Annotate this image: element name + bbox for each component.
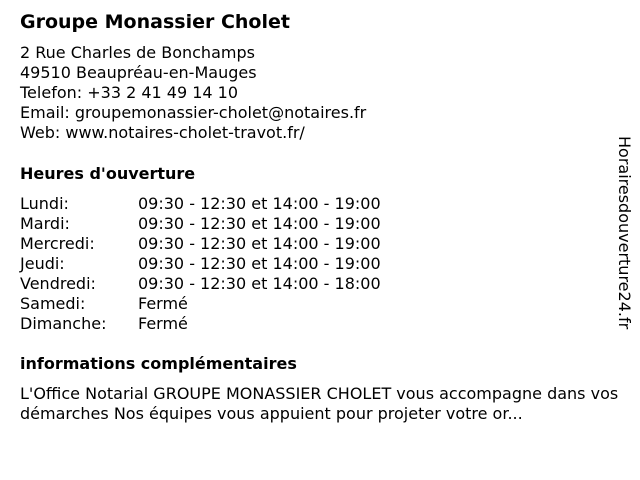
address-street: 2 Rue Charles de Bonchamps (20, 43, 255, 62)
hours-time: Fermé (138, 294, 188, 313)
business-name: Groupe Monassier Cholet (20, 11, 290, 33)
hours-day: Jeudi: (20, 254, 65, 273)
hours-time: 09:30 - 12:30 et 14:00 - 19:00 (138, 194, 381, 213)
contact-details (20, 43, 366, 143)
hours-time: 09:30 - 12:30 et 14:00 - 19:00 (138, 234, 381, 253)
hours-time: 09:30 - 12:30 et 14:00 - 18:00 (138, 274, 381, 293)
hours-day: Mardi: (20, 214, 70, 233)
opening-hours-heading: Heures d'ouverture (20, 164, 196, 183)
hours-day: Samedi: (20, 294, 86, 313)
hours-day: Mercredi: (20, 234, 95, 253)
hours-day: Lundi: (20, 194, 69, 213)
hours-time: Fermé (138, 314, 188, 333)
hours-day: Dimanche: (20, 314, 107, 333)
email-address: Email: groupemonassier-cholet@notaires.fr (20, 103, 367, 122)
hours-time: 09:30 - 12:30 et 14:00 - 19:00 (138, 254, 381, 273)
address-city: 49510 Beaupréau-en-Mauges (20, 63, 257, 82)
hours-day: Vendredi: (20, 274, 96, 293)
additional-info-heading: informations complémentaires (20, 354, 297, 373)
website: Web: www.notaires-cholet-travot.fr/ (20, 123, 305, 142)
business-description: L'Office Notarial GROUPE MONASSIER CHOLET vous accompagne dans vos démarches Nos équipes vous appuient pour projeter votre or... (20, 384, 619, 423)
phone-number: Telefon: +33 2 41 49 14 10 (20, 83, 239, 102)
hours-time: 09:30 - 12:30 et 14:00 - 19:00 (138, 214, 381, 233)
site-watermark: Horairesdouverture24.fr (615, 136, 634, 330)
